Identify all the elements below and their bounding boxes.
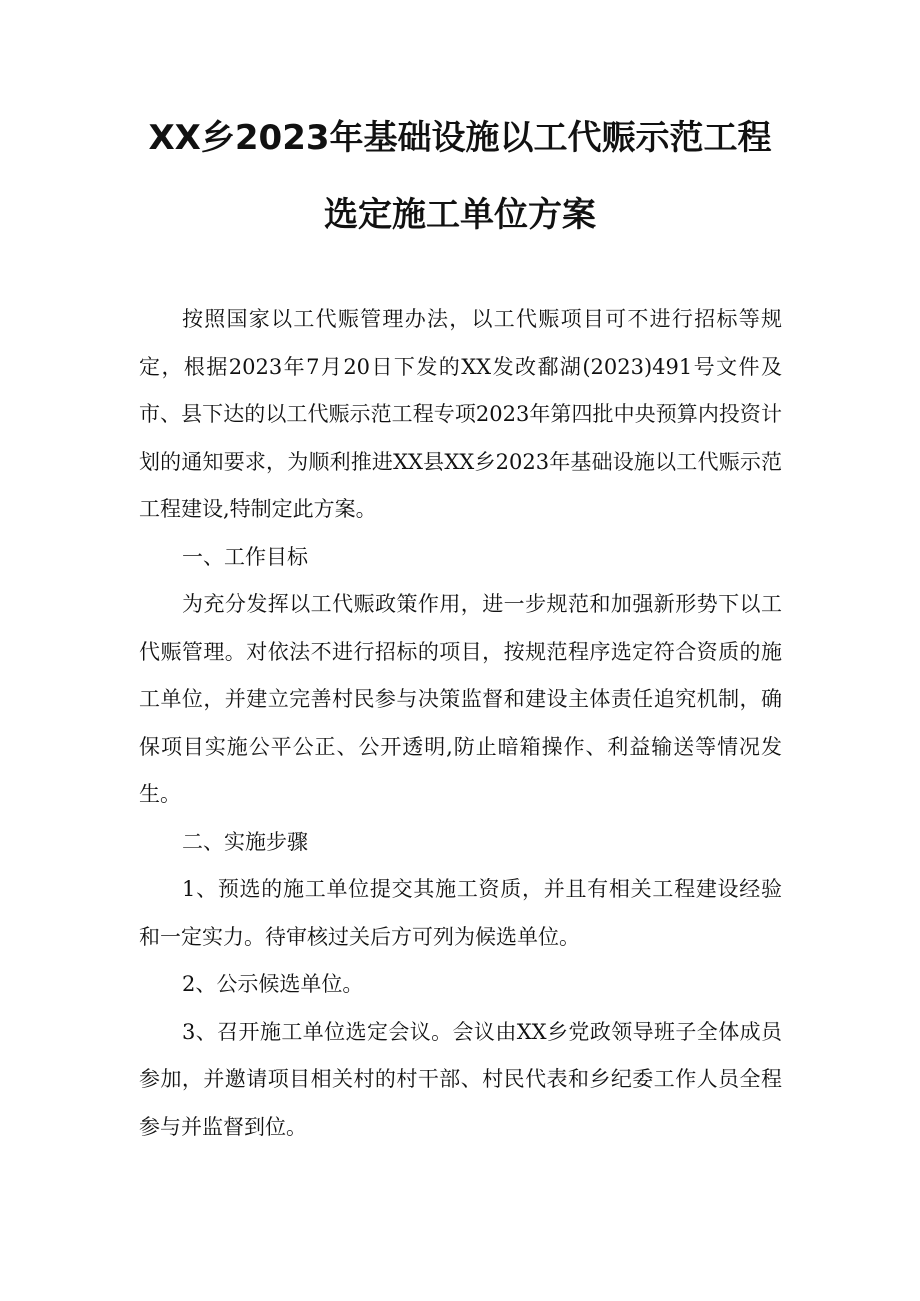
work-goals-paragraph: 为充分发挥以工代赈政策作用，进一步规范和加强新形势下以工代赈管理。对依法不进行招标的项目，按规范程序选定符合资质的施工单位，并建立完善村民参与决策监督和建设主体责任追究机制，确保项目实施公平公正、公开透明,防止暗箱操作、利益输送等情况发生。 [139, 592, 782, 806]
section-heading-implementation-steps: 二、实施步骤 [182, 829, 308, 854]
step-3-paragraph: 3、召开施工单位选定会议。会议由XX乡党政领导班子全体成员参加，并邀请项目相关村的村干部、村民代表和乡纪委工作人员全程参与并监督到位。 [139, 1019, 782, 1139]
document-title-line-1: XX乡2023年基础设施以工代赈示范工程 [148, 118, 772, 158]
intro-paragraph: 按照国家以工代赈管理办法，以工代赈项目可不进行招标等规定，根据2023年7月20日下发的XX发改鄱湖(2023)491号文件及市、县下达的以工代赈示范工程专项2023年第四批中央预算内投资计划的通知要求，为顺利推进XX县XX乡2023年基础设施以工代赈示范工程建设,特制定此方案。 [139, 307, 782, 521]
step-2-paragraph: 2、公示候选单位。 [182, 972, 364, 996]
document-body [139, 296, 782, 1151]
document-title-line-2: 选定施工单位方案 [324, 195, 596, 235]
section-heading-work-goals: 一、工作目标 [182, 544, 308, 569]
step-1-paragraph: 1、预选的施工单位提交其施工资质，并且有相关工程建设经验和一定实力。待审核过关后方可列为候选单位。 [139, 877, 782, 949]
